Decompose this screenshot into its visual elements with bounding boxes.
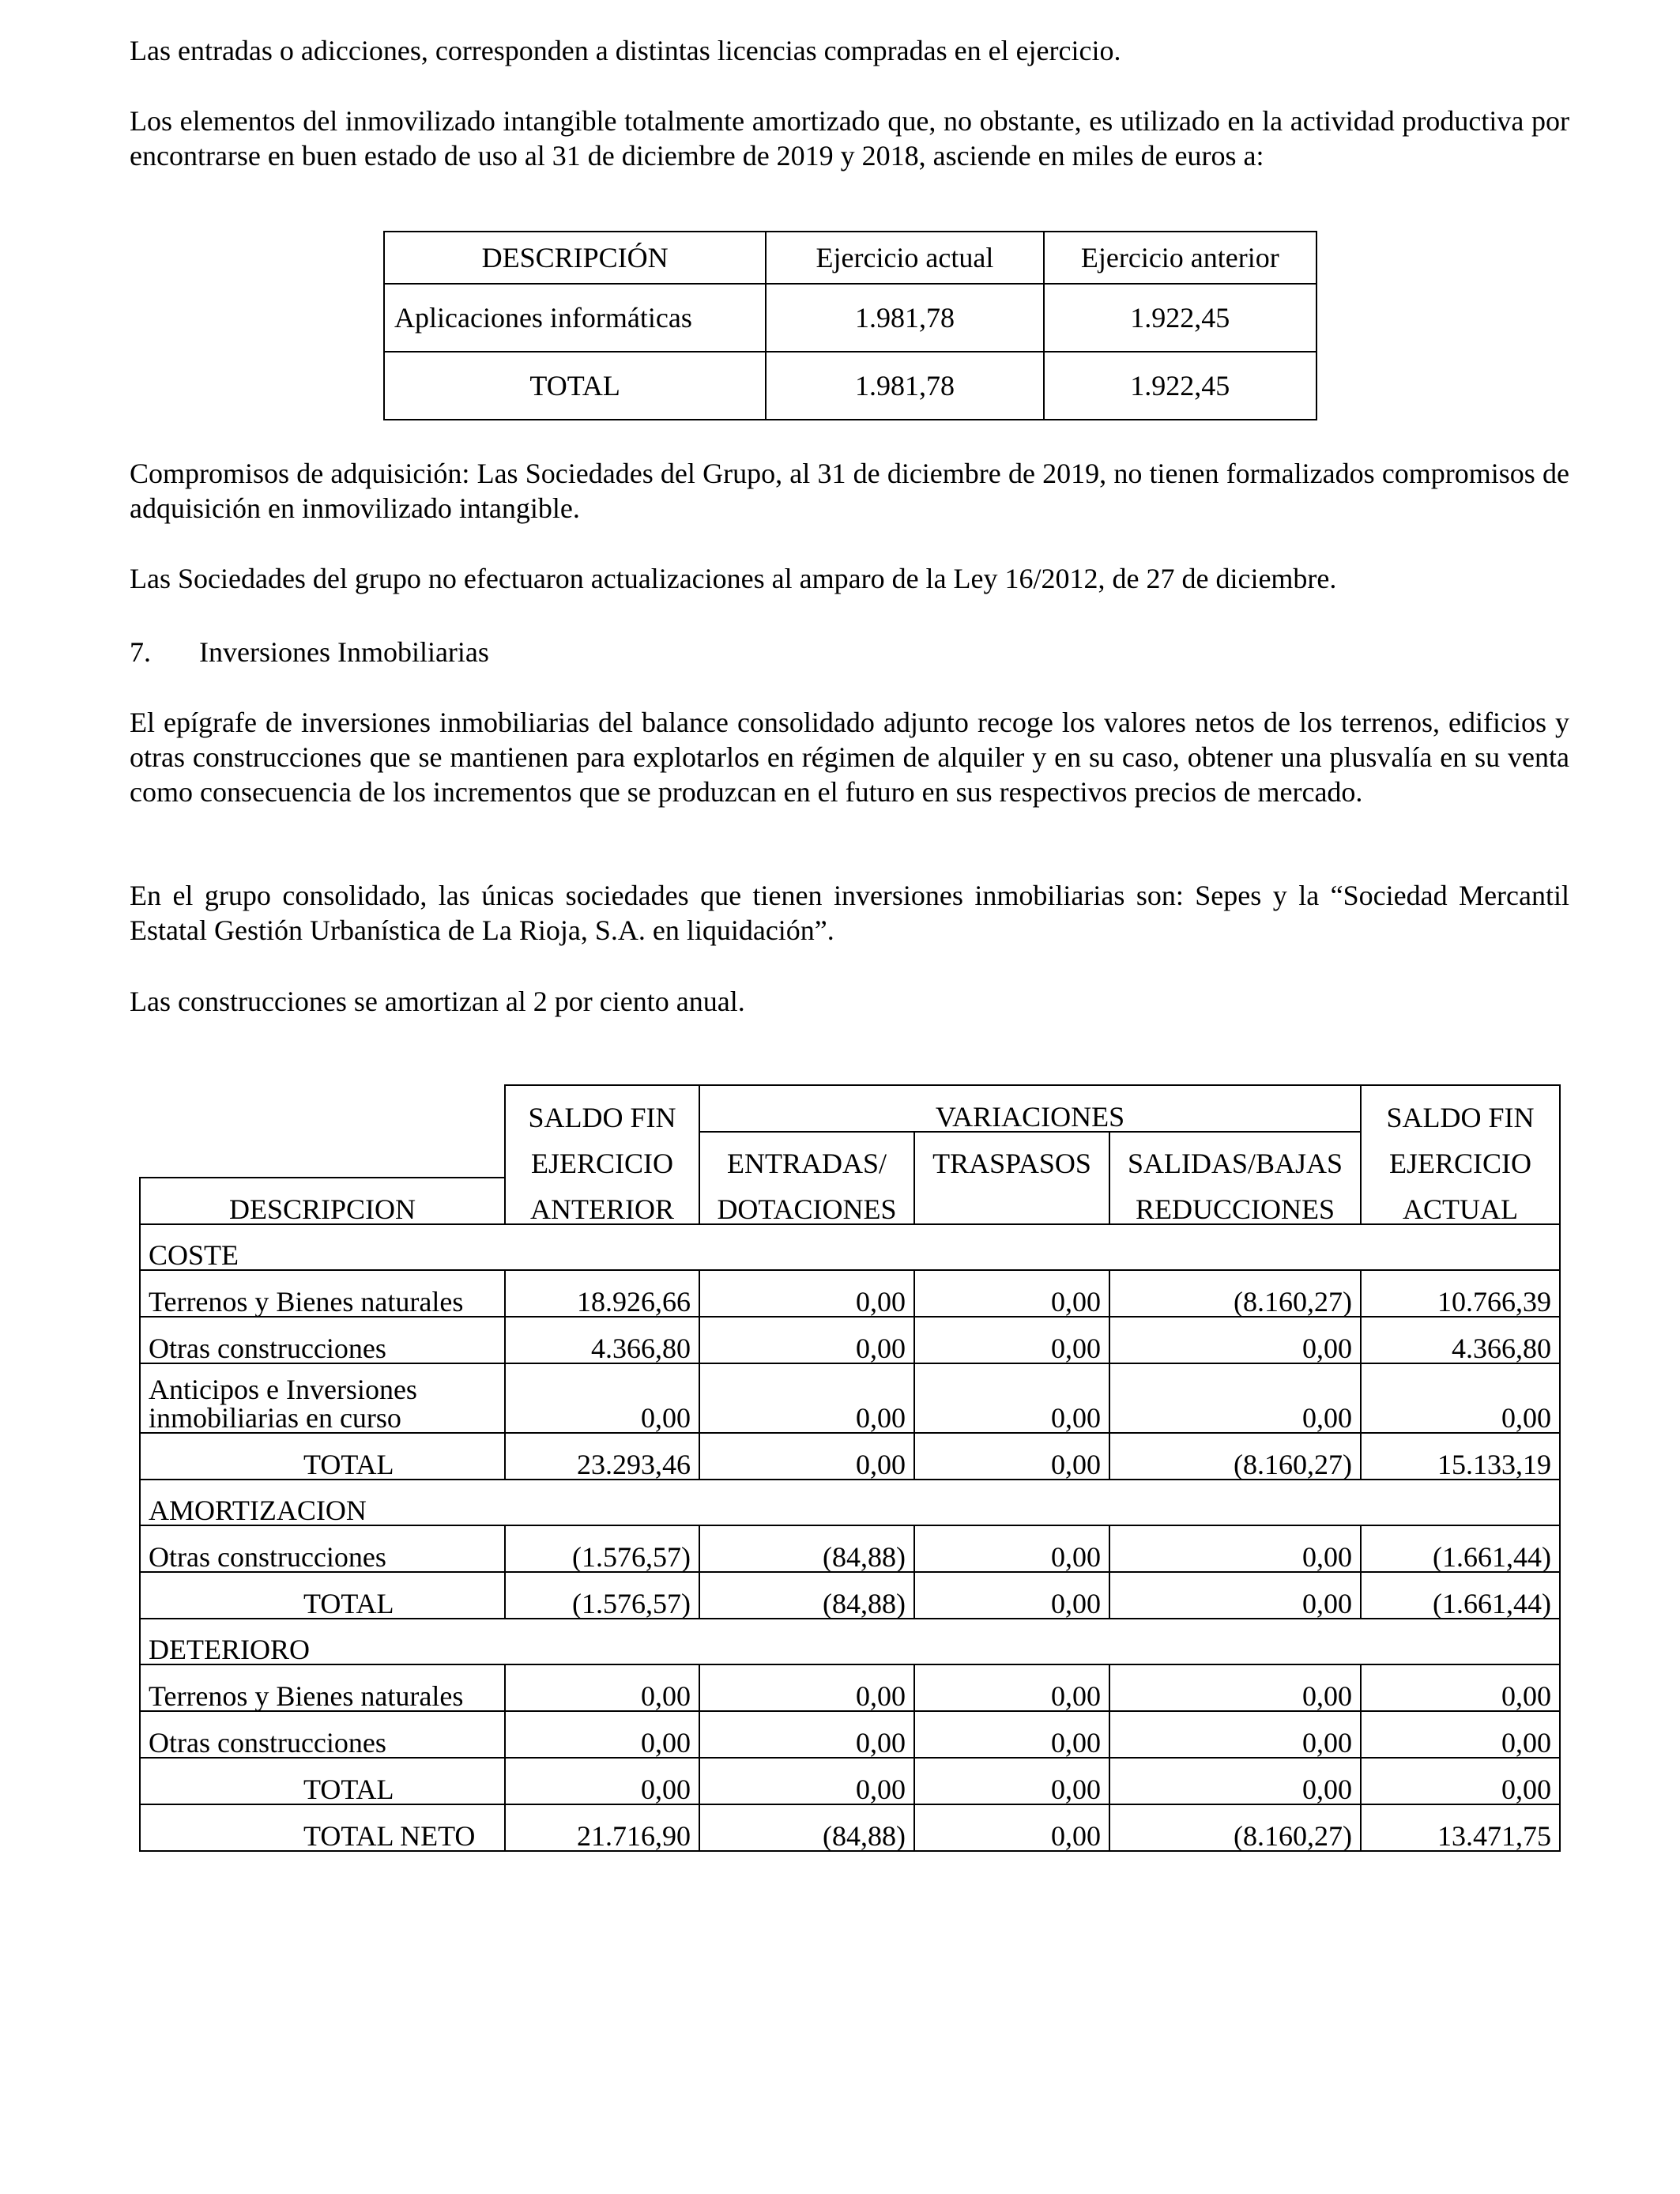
cell-entradas: (84,88) xyxy=(699,1804,914,1851)
cell-anterior: 0,00 xyxy=(505,1758,699,1804)
cell-actual: (1.661,44) xyxy=(1361,1525,1560,1572)
cell-anterior: 21.716,90 xyxy=(505,1804,699,1851)
table-row-total xyxy=(140,1758,1560,1804)
cell-actual: (1.661,44) xyxy=(1361,1572,1560,1619)
row-label: Otras construcciones xyxy=(140,1317,505,1363)
table-row-total xyxy=(384,352,1317,420)
paragraph-epigrafe: El epígrafe de inversiones inmobiliarias del balance consolidado adjunto recoge los valores netos de los terrenos, edificios y otras construcciones que se mantienen para explotarlos en régimen de alquiler y en su caso, obtener una plusvalía en su venta como consecuencia de los incrementos que se produzcan en el futuro en sus respectivos precios de mercado. xyxy=(130,707,1569,808)
header-saldo-fin-actual: SALDO FIN xyxy=(1361,1085,1560,1132)
cell-traspasos: 0,00 xyxy=(914,1363,1109,1433)
paragraph-actualizaciones: Las Sociedades del grupo no efectuaron actualizaciones al amparo de la Ley 16/2012, de 27 de diciembre. xyxy=(130,563,1337,594)
paragraph-compromisos: Compromisos de adquisición: Las Sociedades del Grupo, al 31 de diciembre de 2019, no tienen formalizados compromisos de adquisición en inmovilizado intangible. xyxy=(130,458,1569,524)
header-dotaciones: DOTACIONES xyxy=(699,1178,914,1224)
cell-anterior: 4.366,80 xyxy=(505,1317,699,1363)
row-label: TOTAL xyxy=(140,1572,505,1619)
table-row xyxy=(140,1363,1560,1433)
row-label: Otras construcciones xyxy=(140,1525,505,1572)
table-header-row xyxy=(384,232,1317,284)
cell-traspasos: 0,00 xyxy=(914,1525,1109,1572)
cell-descripcion: Aplicaciones informáticas xyxy=(384,284,766,352)
cell-ejercicio-actual: 1.981,78 xyxy=(766,284,1043,352)
header-ejercicio-1: EJERCICIO xyxy=(505,1132,699,1178)
table-row-total-neto xyxy=(140,1804,1560,1851)
header-traspasos: TRASPASOS xyxy=(914,1132,1109,1178)
cell-traspasos: 0,00 xyxy=(914,1711,1109,1758)
cell-traspasos: 0,00 xyxy=(914,1317,1109,1363)
row-label-line-2: inmobiliarias en curso xyxy=(149,1402,401,1434)
cell-salidas: 0,00 xyxy=(1109,1572,1361,1619)
row-label: TOTAL xyxy=(140,1433,505,1480)
cell-total-actual: 1.981,78 xyxy=(766,352,1043,420)
cell-actual: 0,00 xyxy=(1361,1664,1560,1711)
cell-salidas: 0,00 xyxy=(1109,1525,1361,1572)
row-label: TOTAL NETO xyxy=(140,1804,505,1851)
cell-salidas: 0,00 xyxy=(1109,1711,1361,1758)
table-row xyxy=(140,1664,1560,1711)
cell-salidas: 0,00 xyxy=(1109,1363,1361,1433)
header-row-1 xyxy=(140,1085,1560,1132)
section-row-deterioro xyxy=(140,1619,1560,1664)
cell-actual: 0,00 xyxy=(1361,1711,1560,1758)
cell-entradas: 0,00 xyxy=(699,1363,914,1433)
cell-traspasos: 0,00 xyxy=(914,1270,1109,1317)
table-row xyxy=(140,1525,1560,1572)
cell-entradas: 0,00 xyxy=(699,1317,914,1363)
cell-anterior: 0,00 xyxy=(505,1363,699,1433)
table-row-total xyxy=(140,1433,1560,1480)
section-label: COSTE xyxy=(140,1224,1560,1270)
cell-traspasos: 0,00 xyxy=(914,1664,1109,1711)
cell-salidas: (8.160,27) xyxy=(1109,1433,1361,1480)
header-ejercicio-anterior: Ejercicio anterior xyxy=(1044,232,1317,284)
row-label: Terrenos y Bienes naturales xyxy=(140,1664,505,1711)
section-row-amortizacion xyxy=(140,1480,1560,1525)
table-row xyxy=(140,1270,1560,1317)
table-inmovilizado-amortizado xyxy=(383,231,1317,420)
cell-anterior: 0,00 xyxy=(505,1711,699,1758)
header-actual: ACTUAL xyxy=(1361,1178,1560,1224)
paragraph-elementos-amortizados: Los elementos del inmovilizado intangible totalmente amortizado que, no obstante, es utilizado en la actividad productiva por encontrarse en buen estado de uso al 31 de diciembre de 2019 y 2018, asciende en miles de euros a: xyxy=(130,105,1569,172)
cell-salidas: (8.160,27) xyxy=(1109,1270,1361,1317)
section-title: Inversiones Inmobiliarias xyxy=(199,636,489,668)
cell-actual: 4.366,80 xyxy=(1361,1317,1560,1363)
section-label: DETERIORO xyxy=(140,1619,1560,1664)
cell-entradas: 0,00 xyxy=(699,1433,914,1480)
row-label-line-1: Anticipos e Inversiones xyxy=(149,1374,417,1405)
header-descripcion: DESCRIPCIÓN xyxy=(384,232,766,284)
header-salidas: SALIDAS/BAJAS xyxy=(1109,1132,1361,1178)
paragraph-entradas: Las entradas o adicciones, corresponden a distintas licencias compradas en el ejercicio. xyxy=(130,35,1121,66)
table-row xyxy=(140,1317,1560,1363)
header-descripcion: DESCRIPCION xyxy=(140,1178,505,1224)
cell-actual: 0,00 xyxy=(1361,1758,1560,1804)
cell-salidas: 0,00 xyxy=(1109,1317,1361,1363)
cell-anterior: 0,00 xyxy=(505,1664,699,1711)
row-label: Terrenos y Bienes naturales xyxy=(140,1270,505,1317)
cell-actual: 15.133,19 xyxy=(1361,1433,1560,1480)
header-ejercicio-2: EJERCICIO xyxy=(1361,1132,1560,1178)
cell-entradas: (84,88) xyxy=(699,1572,914,1619)
cell-traspasos: 0,00 xyxy=(914,1433,1109,1480)
cell-actual: 10.766,39 xyxy=(1361,1270,1560,1317)
table-row xyxy=(384,284,1317,352)
cell-salidas: (8.160,27) xyxy=(1109,1804,1361,1851)
header-saldo-fin-anterior: SALDO FIN xyxy=(505,1085,699,1132)
cell-traspasos: 0,00 xyxy=(914,1804,1109,1851)
header-ejercicio-actual: Ejercicio actual xyxy=(766,232,1043,284)
section-row-coste xyxy=(140,1224,1560,1270)
cell-entradas: 0,00 xyxy=(699,1664,914,1711)
table-row-total xyxy=(140,1572,1560,1619)
header-row-2 xyxy=(140,1132,1560,1178)
row-label xyxy=(140,1363,505,1433)
table-row xyxy=(140,1711,1560,1758)
paragraph-grupo-consolidado: En el grupo consolidado, las únicas sociedades que tienen inversiones inmobiliarias son: Sepes y la “Sociedad Mercantil Estatal Gestión Urbanística de La Rioja, S.A. en liquidación”. xyxy=(130,880,1569,946)
header-row-3 xyxy=(140,1178,1560,1224)
cell-anterior: 23.293,46 xyxy=(505,1433,699,1480)
cell-entradas: (84,88) xyxy=(699,1525,914,1572)
cell-actual: 13.471,75 xyxy=(1361,1804,1560,1851)
cell-traspasos: 0,00 xyxy=(914,1758,1109,1804)
paragraph-construcciones: Las construcciones se amortizan al 2 por ciento anual. xyxy=(130,986,745,1017)
cell-salidas: 0,00 xyxy=(1109,1664,1361,1711)
cell-entradas: 0,00 xyxy=(699,1758,914,1804)
section-heading xyxy=(130,635,489,669)
header-variaciones: VARIACIONES xyxy=(699,1085,1361,1132)
cell-actual: 0,00 xyxy=(1361,1363,1560,1433)
cell-total-anterior: 1.922,45 xyxy=(1044,352,1317,420)
cell-ejercicio-anterior: 1.922,45 xyxy=(1044,284,1317,352)
cell-entradas: 0,00 xyxy=(699,1711,914,1758)
header-reducciones: REDUCCIONES xyxy=(1109,1178,1361,1224)
section-number: 7. xyxy=(130,636,151,668)
row-label: Otras construcciones xyxy=(140,1711,505,1758)
cell-anterior: (1.576,57) xyxy=(505,1525,699,1572)
cell-entradas: 0,00 xyxy=(699,1270,914,1317)
header-entradas: ENTRADAS/ xyxy=(699,1132,914,1178)
row-label: TOTAL xyxy=(140,1758,505,1804)
cell-anterior: (1.576,57) xyxy=(505,1572,699,1619)
cell-salidas: 0,00 xyxy=(1109,1758,1361,1804)
section-label: AMORTIZACION xyxy=(140,1480,1560,1525)
cell-total-label: TOTAL xyxy=(384,352,766,420)
header-anterior: ANTERIOR xyxy=(505,1178,699,1224)
cell-anterior: 18.926,66 xyxy=(505,1270,699,1317)
table-inversiones-inmobiliarias xyxy=(139,1084,1561,1852)
cell-traspasos: 0,00 xyxy=(914,1572,1109,1619)
